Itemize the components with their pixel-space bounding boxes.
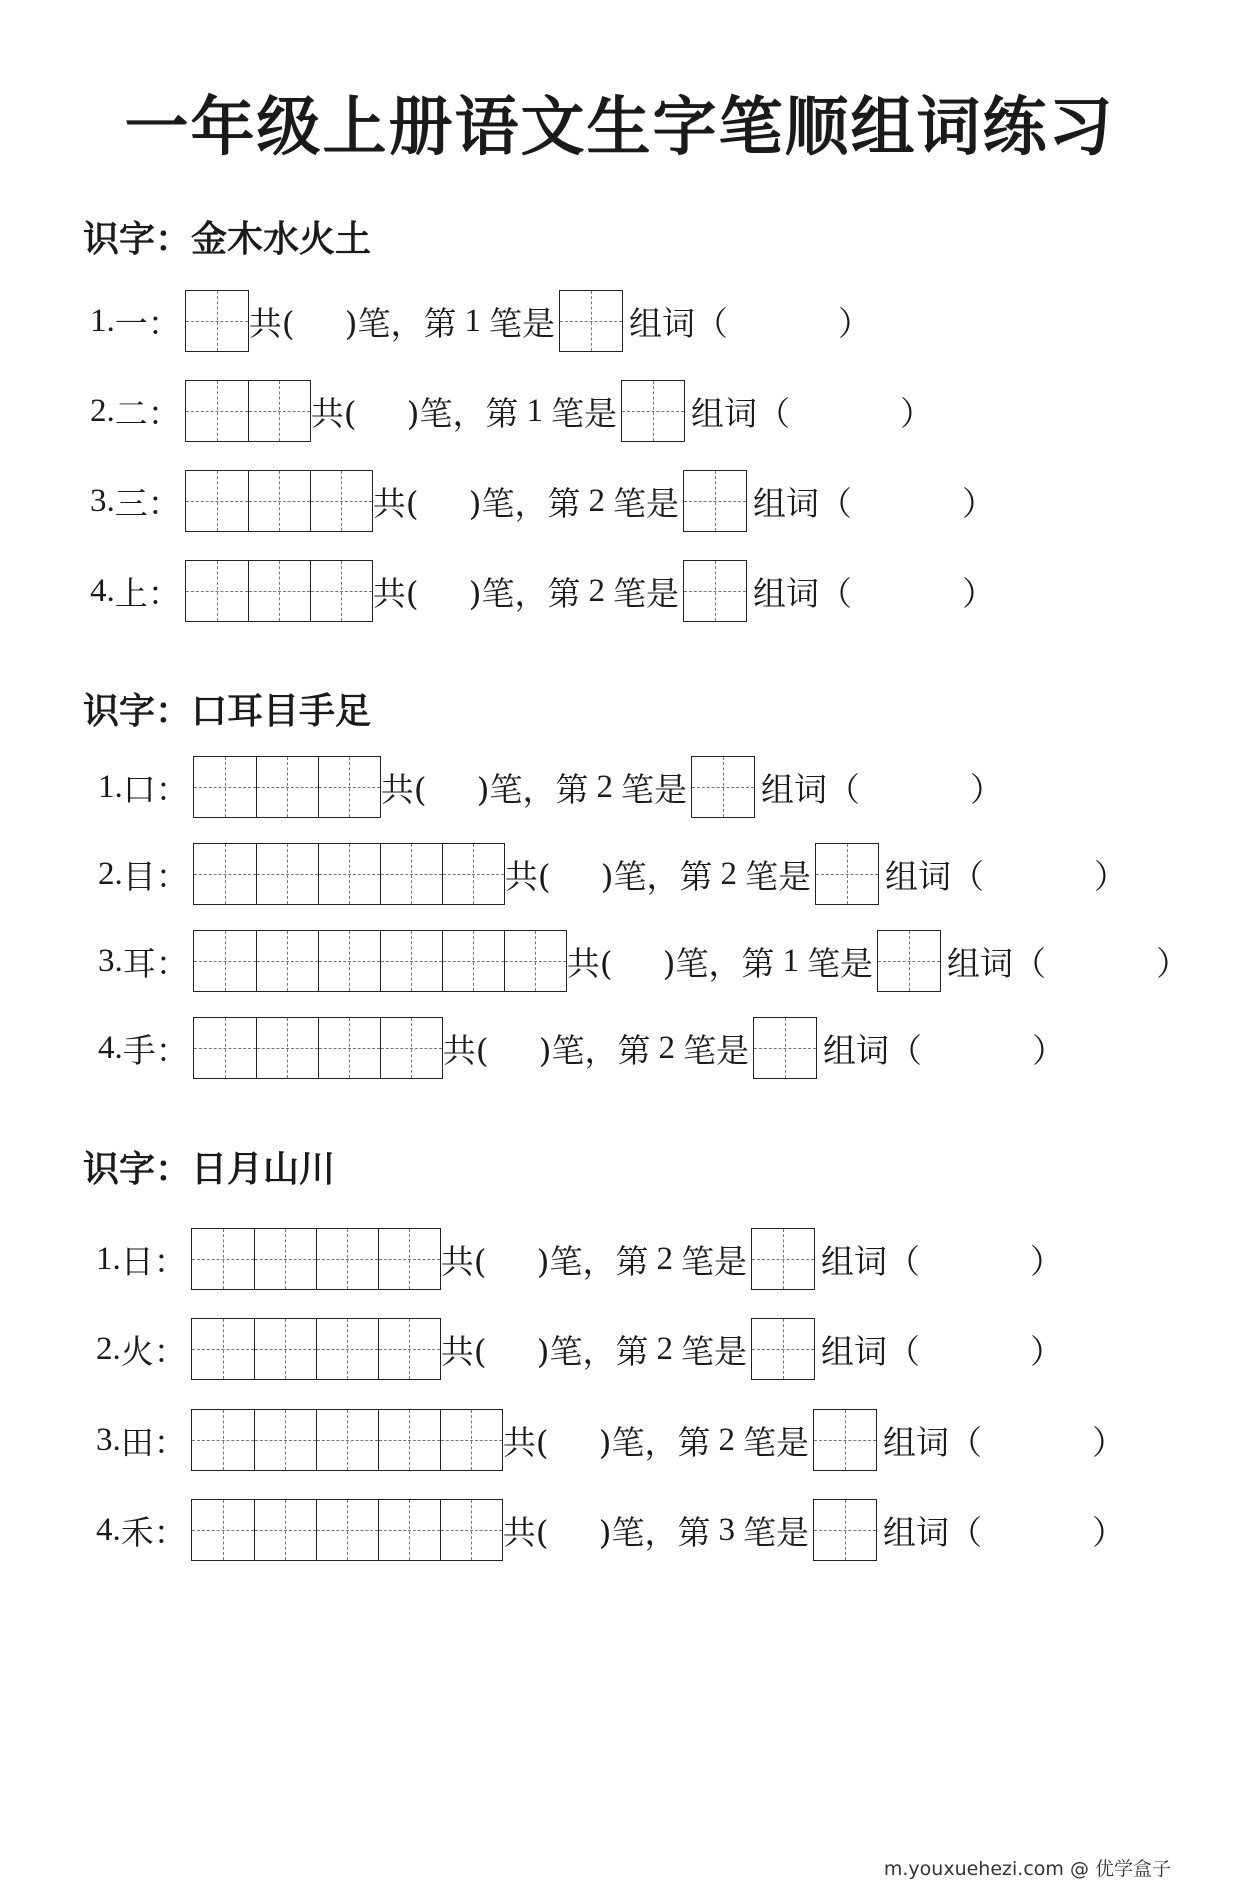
exercise-row	[96, 1409, 1125, 1471]
stroke-number: 2	[720, 855, 737, 892]
stroke-number: 2	[588, 572, 605, 609]
tianzige-cell[interactable]	[816, 844, 878, 904]
item-number: 3.	[98, 942, 123, 979]
tianzige-cell[interactable]	[378, 1410, 440, 1470]
target-character: 田	[120, 1422, 154, 1462]
item-number: 2.	[98, 855, 123, 892]
stroke-number: 2	[656, 1240, 673, 1277]
word-close: ）	[1030, 1241, 1063, 1281]
word-label: 组词（	[691, 393, 790, 433]
tianzige-cell[interactable]	[194, 757, 256, 817]
tianzige-cell[interactable]	[814, 1500, 876, 1560]
stroke-prompt-label: )笔，第	[536, 1241, 649, 1281]
stroke-order-grid[interactable]	[191, 1318, 441, 1380]
item-number: 3.	[96, 1421, 121, 1458]
word-label: 组词（	[885, 856, 984, 896]
item-colon: ：	[155, 769, 189, 809]
stroke-answer-box[interactable]	[683, 470, 747, 532]
tianzige-cell[interactable]	[248, 471, 310, 531]
item-number: 2.	[96, 1330, 121, 1367]
exercise-row	[96, 1228, 1063, 1290]
tianzige-cell[interactable]	[248, 561, 310, 621]
stroke-answer-box[interactable]	[683, 560, 747, 622]
stroke-suffix-label: 笔是	[621, 769, 687, 809]
stroke-prompt-label: )笔，第	[476, 769, 589, 809]
item-colon: ：	[155, 1030, 189, 1070]
stroke-number: 3	[718, 1511, 735, 1548]
tianzige-cell[interactable]	[316, 1229, 378, 1289]
item-number: 4.	[90, 572, 115, 609]
stroke-answer-box[interactable]	[751, 1318, 815, 1380]
exercise-row	[90, 290, 871, 352]
stroke-order-grid[interactable]	[185, 560, 373, 622]
word-label: 组词（	[883, 1512, 982, 1552]
exercise-row	[96, 1499, 1125, 1561]
total-strokes-label: 共(	[440, 1331, 487, 1371]
word-label: 组词（	[629, 303, 728, 343]
target-character: 三	[114, 483, 148, 523]
word-close: ）	[900, 393, 933, 433]
stroke-prompt-label: )笔，第	[344, 303, 457, 343]
stroke-answer-box[interactable]	[813, 1499, 877, 1561]
stroke-suffix-label: 笔是	[681, 1241, 747, 1281]
stroke-prompt-label: )笔，第	[598, 1512, 711, 1552]
stroke-order-grid[interactable]	[193, 756, 381, 818]
tianzige-cell[interactable]	[440, 1410, 502, 1470]
word-label: 组词（	[947, 943, 1046, 983]
total-strokes-label: 共(	[442, 1030, 489, 1070]
item-colon: ：	[153, 1331, 187, 1371]
stroke-prompt-label: )笔，第	[468, 573, 581, 613]
item-number: 1.	[90, 302, 115, 339]
stroke-suffix-label: 笔是	[807, 943, 873, 983]
total-strokes-label: 共(	[440, 1241, 487, 1281]
word-close: ）	[1092, 1422, 1125, 1462]
stroke-suffix-label: 笔是	[683, 1030, 749, 1070]
tianzige-cell[interactable]	[254, 1319, 316, 1379]
item-number: 3.	[90, 482, 115, 519]
stroke-prompt-label: )笔，第	[600, 856, 713, 896]
item-number: 1.	[96, 1240, 121, 1277]
tianzige-cell[interactable]	[186, 291, 248, 351]
stroke-suffix-label: 笔是	[743, 1422, 809, 1462]
exercise-row	[98, 930, 1189, 992]
word-label: 组词（	[753, 483, 852, 523]
stroke-number: 2	[596, 768, 613, 805]
tianzige-cell[interactable]	[754, 1018, 816, 1078]
tianzige-cell[interactable]	[752, 1229, 814, 1289]
stroke-number: 1	[782, 942, 799, 979]
target-character: 上	[114, 573, 148, 613]
word-close: ）	[1030, 1331, 1063, 1371]
word-label: 组词（	[753, 573, 852, 613]
section-heading: 识字：日月山川	[83, 1149, 336, 1190]
tianzige-cell[interactable]	[256, 1018, 318, 1078]
stroke-answer-box[interactable]	[559, 290, 623, 352]
target-character: 禾	[120, 1512, 154, 1552]
tianzige-cell[interactable]	[560, 291, 622, 351]
exercise-row	[90, 560, 995, 622]
tianzige-cell[interactable]	[442, 931, 504, 991]
word-label: 组词（	[823, 1030, 922, 1070]
item-colon: ：	[147, 393, 181, 433]
stroke-order-grid[interactable]	[185, 470, 373, 532]
target-character: 火	[120, 1331, 154, 1371]
stroke-order-grid[interactable]	[191, 1409, 503, 1471]
word-label: 组词（	[821, 1241, 920, 1281]
total-strokes-label: 共(	[372, 573, 419, 613]
stroke-number: 1	[526, 392, 543, 429]
stroke-answer-box[interactable]	[621, 380, 685, 442]
stroke-answer-box[interactable]	[753, 1017, 817, 1079]
exercise-row	[98, 843, 1127, 905]
total-strokes-label: 共(	[502, 1512, 549, 1552]
tianzige-cell[interactable]	[256, 844, 318, 904]
word-close: ）	[962, 483, 995, 523]
target-character: 日	[120, 1241, 154, 1281]
stroke-answer-box[interactable]	[691, 756, 755, 818]
item-colon: ：	[155, 943, 189, 983]
stroke-order-grid[interactable]	[193, 930, 567, 992]
target-character: 一	[114, 303, 148, 343]
stroke-suffix-label: 笔是	[743, 1512, 809, 1552]
tianzige-cell[interactable]	[622, 381, 684, 441]
word-label: 组词（	[821, 1331, 920, 1371]
tianzige-cell[interactable]	[248, 381, 310, 441]
target-character: 耳	[122, 943, 156, 983]
target-character: 二	[114, 393, 148, 433]
total-strokes-label: 共(	[566, 943, 613, 983]
tianzige-cell[interactable]	[194, 1018, 256, 1078]
tianzige-cell[interactable]	[684, 561, 746, 621]
tianzige-cell[interactable]	[192, 1319, 254, 1379]
stroke-number: 1	[464, 302, 481, 339]
stroke-prompt-label: )笔，第	[536, 1331, 649, 1371]
stroke-order-grid[interactable]	[193, 843, 505, 905]
item-colon: ：	[153, 1241, 187, 1281]
tianzige-cell[interactable]	[752, 1319, 814, 1379]
stroke-number: 2	[656, 1330, 673, 1367]
word-label: 组词（	[883, 1422, 982, 1462]
tianzige-cell[interactable]	[256, 931, 318, 991]
item-colon: ：	[155, 856, 189, 896]
tianzige-cell[interactable]	[684, 471, 746, 531]
tianzige-cell[interactable]	[378, 1319, 440, 1379]
total-strokes-label: 共(	[504, 856, 551, 896]
exercise-row	[90, 470, 995, 532]
total-strokes-label: 共(	[502, 1422, 549, 1462]
tianzige-cell[interactable]	[380, 844, 442, 904]
tianzige-cell[interactable]	[310, 561, 372, 621]
stroke-suffix-label: 笔是	[489, 303, 555, 343]
target-character: 口	[122, 769, 156, 809]
tianzige-cell[interactable]	[192, 1229, 254, 1289]
tianzige-cell[interactable]	[316, 1410, 378, 1470]
word-close: ）	[1092, 1512, 1125, 1552]
exercise-row	[96, 1318, 1063, 1380]
stroke-order-grid[interactable]	[191, 1499, 503, 1561]
stroke-order-grid[interactable]	[185, 290, 249, 352]
item-colon: ：	[147, 303, 181, 343]
total-strokes-label: 共(	[248, 303, 295, 343]
tianzige-cell[interactable]	[316, 1500, 378, 1560]
stroke-prompt-label: )笔，第	[598, 1422, 711, 1462]
exercise-row	[90, 380, 933, 442]
tianzige-cell[interactable]	[504, 931, 566, 991]
stroke-number: 2	[658, 1029, 675, 1066]
stroke-number: 2	[588, 482, 605, 519]
stroke-answer-box[interactable]	[813, 1409, 877, 1471]
tianzige-cell[interactable]	[318, 844, 380, 904]
tianzige-cell[interactable]	[380, 1018, 442, 1078]
tianzige-cell[interactable]	[440, 1500, 502, 1560]
page-title: 一年级上册语文生字笔顺组词练习	[124, 91, 1115, 165]
stroke-answer-box[interactable]	[877, 930, 941, 992]
stroke-number: 2	[718, 1421, 735, 1458]
total-strokes-label: 共(	[372, 483, 419, 523]
item-number: 4.	[96, 1511, 121, 1548]
word-label: 组词（	[761, 769, 860, 809]
word-close: ）	[1156, 943, 1189, 983]
tianzige-cell[interactable]	[254, 1229, 316, 1289]
tianzige-cell[interactable]	[194, 931, 256, 991]
tianzige-cell[interactable]	[318, 931, 380, 991]
stroke-answer-box[interactable]	[751, 1228, 815, 1290]
stroke-prompt-label: )笔，第	[406, 393, 519, 433]
tianzige-cell[interactable]	[878, 931, 940, 991]
stroke-prompt-label: )笔，第	[538, 1030, 651, 1070]
word-close: ）	[1094, 856, 1127, 896]
stroke-suffix-label: 笔是	[681, 1331, 747, 1371]
footer-watermark: m.youxuehezi.com @ 优学盒子	[883, 1858, 1171, 1880]
item-colon: ：	[147, 483, 181, 523]
tianzige-cell[interactable]	[186, 471, 248, 531]
tianzige-cell[interactable]	[442, 844, 504, 904]
tianzige-cell[interactable]	[254, 1500, 316, 1560]
stroke-suffix-label: 笔是	[613, 483, 679, 523]
tianzige-cell[interactable]	[318, 1018, 380, 1078]
stroke-order-grid[interactable]	[191, 1228, 441, 1290]
stroke-prompt-label: )笔，第	[662, 943, 775, 983]
stroke-answer-box[interactable]	[815, 843, 879, 905]
word-close: ）	[970, 769, 1003, 809]
tianzige-cell[interactable]	[194, 844, 256, 904]
stroke-suffix-label: 笔是	[613, 573, 679, 613]
tianzige-cell[interactable]	[192, 1500, 254, 1560]
total-strokes-label: 共(	[380, 769, 427, 809]
tianzige-cell[interactable]	[310, 471, 372, 531]
stroke-order-grid[interactable]	[193, 1017, 443, 1079]
target-character: 目	[122, 856, 156, 896]
tianzige-cell[interactable]	[692, 757, 754, 817]
tianzige-cell[interactable]	[316, 1319, 378, 1379]
item-number: 1.	[98, 768, 123, 805]
item-colon: ：	[153, 1422, 187, 1462]
tianzige-cell[interactable]	[254, 1410, 316, 1470]
stroke-prompt-label: )笔，第	[468, 483, 581, 523]
word-close: ）	[838, 303, 871, 343]
section-heading: 识字：口耳目手足	[83, 691, 372, 732]
tianzige-cell[interactable]	[378, 1500, 440, 1560]
item-number: 2.	[90, 392, 115, 429]
item-colon: ：	[153, 1512, 187, 1552]
word-close: ）	[962, 573, 995, 613]
exercise-row	[98, 756, 1003, 818]
tianzige-cell[interactable]	[256, 757, 318, 817]
tianzige-cell[interactable]	[186, 381, 248, 441]
section-heading: 识字：金木水火土	[83, 219, 372, 260]
tianzige-cell[interactable]	[814, 1410, 876, 1470]
stroke-suffix-label: 笔是	[551, 393, 617, 433]
word-close: ）	[1032, 1030, 1065, 1070]
exercise-row	[98, 1017, 1065, 1079]
total-strokes-label: 共(	[310, 393, 357, 433]
item-number: 4.	[98, 1029, 123, 1066]
item-colon: ：	[147, 573, 181, 613]
tianzige-cell[interactable]	[380, 931, 442, 991]
tianzige-cell[interactable]	[378, 1229, 440, 1289]
stroke-order-grid[interactable]	[185, 380, 311, 442]
tianzige-cell[interactable]	[318, 757, 380, 817]
target-character: 手	[122, 1030, 156, 1070]
tianzige-cell[interactable]	[192, 1410, 254, 1470]
tianzige-cell[interactable]	[186, 561, 248, 621]
stroke-suffix-label: 笔是	[745, 856, 811, 896]
